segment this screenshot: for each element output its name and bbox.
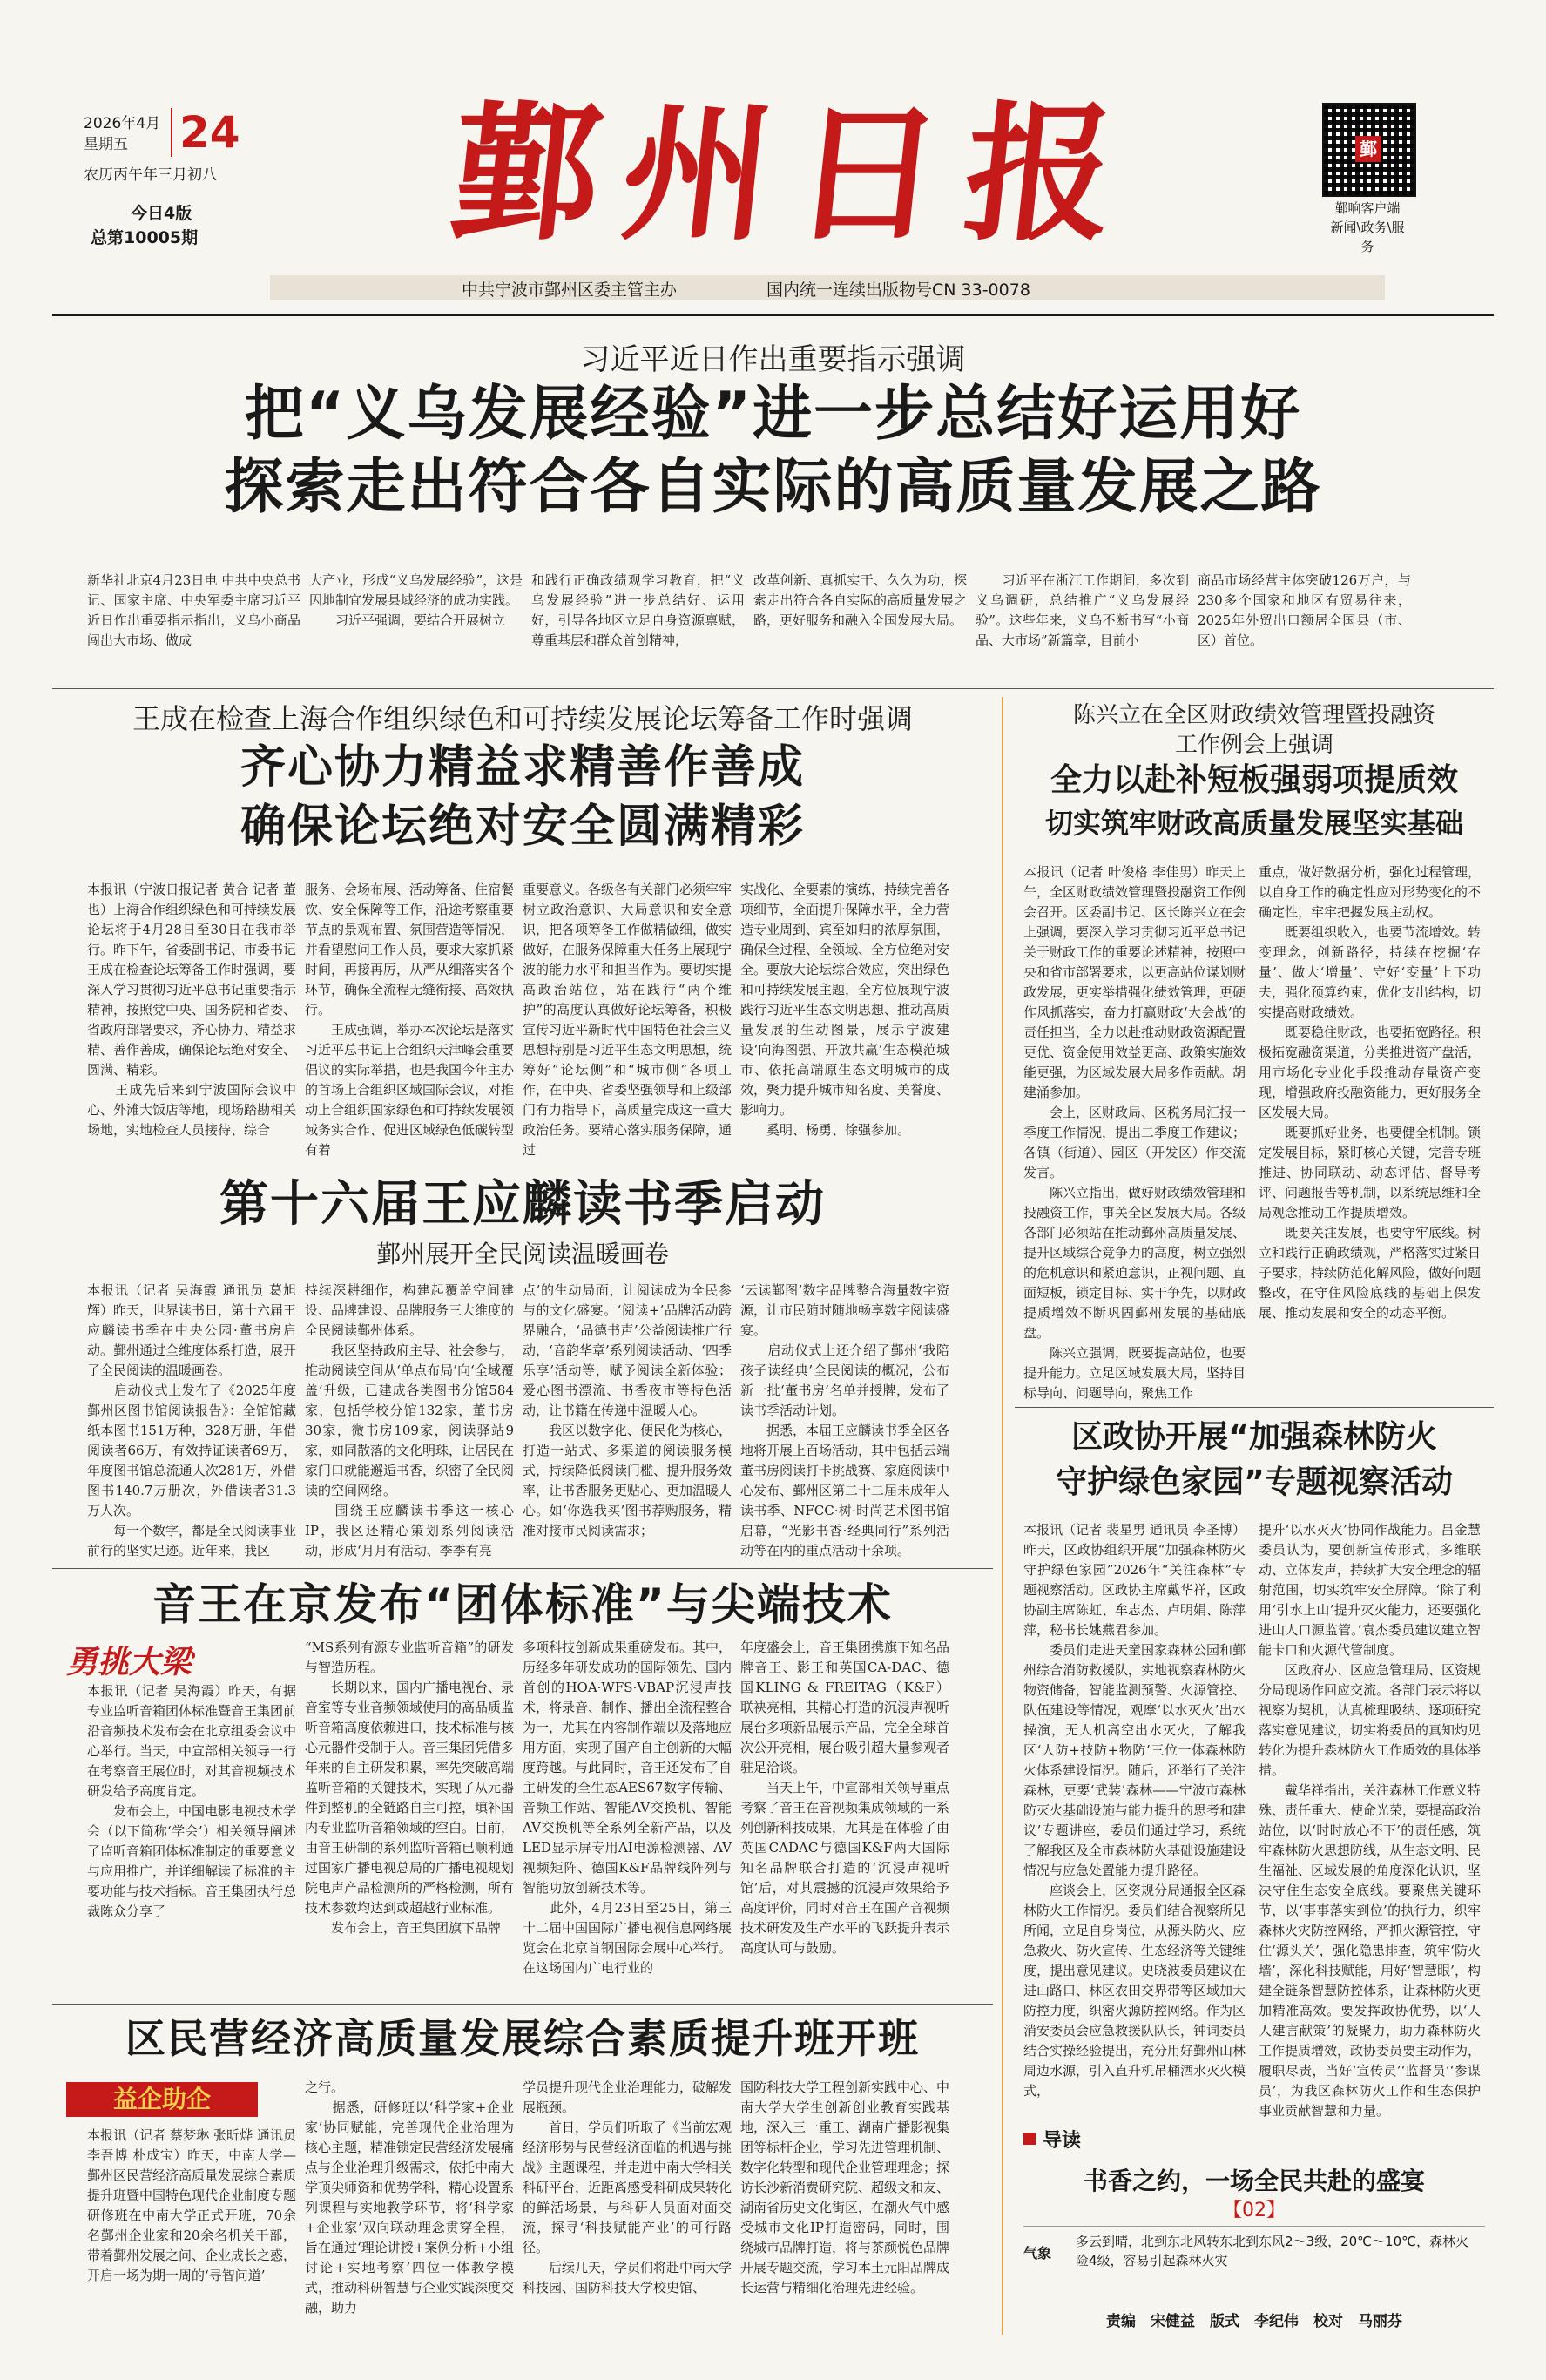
chen-title-2: 切实筑牢财政高质量发展坚实基础 [1044, 807, 1463, 840]
read-col-3: 点’的生动局面，让阅读成为全民参与的文化盛宴。‘阅读+’品牌活动跨界融合，‘品德书声’公益阅读推广行动，‘音韵华章’系列阅读活动、‘四季乐享’活动等，赋予阅读全新体验；爱心图书漂流、书香夜市等特色活动，让书籍在传递中温暖人心。 我区以数字化、便民化为核心，打造一站式、多渠道的阅读服务模式，持续降低阅读门槛、提升服务效率，让书香服务更贴心、更加温暖人心。如‘你选我买’图书荐购服务，精准对接市民阅读需求； [523, 1282, 732, 1538]
audio-col-2: “MS系列有源专业监听音箱”的研发与智造历程。 长期以来，国内广播电视台、录音室等专业音频领域使用的高品质监听音箱高度依赖进口，技术标准与核心元器件受制于人。音王集团凭借多年来的自主研发积累，率先突破高端监听音箱的关键技术，实现了从元器件到整机的全链路自主可控，填补国内专业监听音箱领域的空白。目前，由音王研制的系列监听音箱已顺利通过国家广播电视总局的广播电视规划院电声产品检测所的严格检测，所有技术参数均达到或超越行业标准。 发布会上，音王集团旗下品牌 [305, 1640, 515, 1936]
issue-number: 总第10005期 [91, 228, 199, 247]
chen-bottom-rule [1015, 1407, 1494, 1408]
qr-caption: 鄞响客户端 新闻\政务\服务 [1330, 200, 1405, 254]
audio-bottom-rule [52, 2004, 993, 2005]
weather-text: 多云到晴，北到东北风转东北到东风2～3级，20℃～10℃，森林火险4级，容易引起森林火灾 [1076, 2234, 1468, 2268]
lead-title-1: 把“义乌发展经验”进一步总结好运用好 [244, 380, 1302, 449]
sponsor-text: 中共宁波市鄞州区委主管主办 [462, 281, 678, 300]
issue-day: 24 [171, 108, 240, 157]
chen-kicker-2: 工作例会上强调 [1174, 732, 1333, 758]
wang-col-1: 本报讯（宁波日报记者 黄合 记者 董也）上海合作组织绿色和可持续发展论坛将于4月28日至30日在我市举行。昨下午，省委副书记、市委书记王成在检查论坛筹备工作时强调，要深入学习贯彻习近平总书记重要指示精神，按照党中央、国务院和省委、省政府部署要求，齐心协力、精益求精、善作善成，确保论坛绝对安全、圆满、精彩。 王成先后来到宁波国际会议中心、外滩大饭店等地，现场踏勘相关场地，实地检查人员接待、综合 [87, 882, 297, 1138]
read-title: 第十六届王应麟读书季启动 [219, 1176, 826, 1233]
lead-col-5: 习近平在浙江工作期间，多次到义乌调研，总结推广“义乌发展经验”。这些年来，义乌不断书写“小商品、大市场”新篇章，目前小 [976, 572, 1189, 648]
guide-box[interactable] [1023, 2126, 1485, 2221]
biz-col-3: 学员提升现代企业治理能力，破解发展瓶颈。 首日，学员们听取了《当前宏观经济形势与民营经济面临的机遇与挑战》主题课程，并走进中南大学相关科研平台，近距离感受科研成果转化的鲜活场景，与科研人员面对面交流，探寻‘科技赋能产业’的可行路径。 后续几天，学员们将赴中南大学科技园、国防科技大学校史馆、 [523, 2079, 732, 2295]
title-char-1: 鄞 [442, 86, 610, 261]
lead-col-3: 和践行正确政绩观学习教育，把“义乌发展经验”进一步总结好、运用好，引导各地区立足自身资源禀赋，尊重基层和群众首创精神， [531, 572, 745, 648]
guide-label: 导读 [1043, 2130, 1082, 2152]
wang-col-2: 服务、会场布展、活动筹备、住宿餐饮、安全保障等工作，沿途考察重要节点的景观布置、氛围营造等情况，并看望慰问工作人员，要求大家抓紧时间，再接再厉，从严从细落实各个环节，确保全流程无缝衔接、高效执行。 王成强调，举办本次论坛是落实习近平总书记上合组织天津峰会重要倡议的实际举措，也是我国今年主办的首场上合组织区域国际会议，对推动上合组织国家绿色和可持续发展领域务实合作、促进区域绿色低碳转型有着 [305, 882, 515, 1158]
read-col-4: ‘云读鄞图’数字品牌整合海量数字资源，让市民随时随地畅享数字阅读盛宴。 启动仪式上还介绍了鄞州‘我陪孩子读经典’全民阅读的概况，公布新一批‘董书房’名单并授牌，发布了读书季活动计划。 据悉，本届王应麟读书季全区各地将开展上百场活动，其中包括云端董书房阅读打卡挑战赛、家庭阅读中心发布、鄞州区第二十二届未成年人读书季、NFCC·树·时尚艺术图书馆启幕，“光影书香·经典同行”系列活动等在内的重点活动十余项。 [740, 1282, 950, 1558]
lead-col-2: 大产业，形成“义乌发展经验”，这是因地制宜发展县域经济的成功实践。 习近平强调，要结合开展树立 [309, 572, 523, 628]
audio-col-3: 多项科技创新成果重磅发布。其中，历经多年研发成功的国际领先、国内首创的HOA·WFS·VBAP沉浸声技术，将录音、制作、播出全流程整合为一，尤其在内容制作端以及落地应用方面，实现了国产自主创新的大幅度跨越。与此同时，音王还发布了自主研发的全生态AES67数字传输、音频工作站、智能AV交换机、智能AV交换机等全系列全新产品，以及LED显示屏专用AI电源检测器、AV视频矩阵、德国K&F品牌线阵列与智能功放创新技术等。 此外，4月23日至25日，第三十二届中国国际广播电视信息网络展览会在北京首钢国际会展中心举行。在这场国内广电行业的 [523, 1640, 732, 1976]
lead-kicker: 习近平近日作出重要指示强调 [580, 342, 966, 377]
masthead-rule [52, 314, 1494, 316]
read-col-1: 本报讯（记者 吴海霞 通讯员 葛旭辉）昨天，世界读书日，第十六届王应麟读书季在中央公园·董书房启动。鄞州通过全维度体系打造，展开了全民阅读的温暖画卷。 启动仪式上发布了《2025年度鄞州区图书馆阅读报告》：全馆馆藏纸本图书151万种，328万册，年借阅读者66万，有效持证读者69万，年度图书馆总流通人次281万，外借图书140.7万册次，外借读者31.3万人次。 每一个数字，都是全民阅读事业前行的坚实足迹。近年来，我区 [87, 1282, 297, 1558]
wang-col-3: 重要意义。各级各有关部门必须牢牢树立政治意识、大局意识和安全意识，把各项筹备工作做精做细，做实做好，在服务保障重大任务上展现宁波的能力水平和担当作为。要切实提高政治站位，站在践行“两个维护”的高度认真做好论坛筹备，积极宣传习近平新时代中国特色社会主义思想特别是习近平生态文明思想，统筹好“论坛侧”和“城市侧”各项工作，在中央、省委坚强领导和上级部门有力指导下，高质量完成这一重大政治任务。要精心落实服务保障，通过 [523, 882, 732, 1158]
audio-title: 音王在京发布“团体标准”与尖端技术 [152, 1579, 893, 1630]
lead-col-4: 改革创新、真抓实干、久久为功，探索走出符合各自实际的高质量发展之路，更好服务和融入全国发展大局。 [753, 572, 967, 628]
chen-kicker-1: 陈兴立在全区财政绩效管理暨投融资 [1072, 702, 1435, 728]
biz-badge: 益企助企 [66, 2082, 258, 2117]
forest-col-2: 提升‘以水灭火’协同作战能力。吕金慧委员认为，要创新宣传形式，多维联动、立体发声，持续扩大安全理念的辐射范围，切实筑牢安全屏障。‘除了利用‘引水上山’提升灭火能力，还要强化进山人口源监管。’袁杰委员建议建立智能卡口和火源代管制度。 区政府办、区应急管理局、区资规分局现场作回应交流。各部门表示将以视察为契机，认真梳理吸纳、逐项研究落实意见建议，切实将委员的真知灼见转化为提升森林防火工作质效的具体举措。 戴华祥指出，关注森林工作意义特殊、责任重大、使命光荣，要提高政治站位，以‘时时放心不下’的责任感，筑牢森林防火思想防线，从生态文明、民生福祉、区域发展的角度深化认识，坚决守住生态安全底线。要聚焦关键环节，以‘事事落实到位’的执行力，织牢森林火灾防控网络，严抓火源管控，守住‘源头关’，强化隐患排查，筑牢‘防火墙’，深化科技赋能，用好‘智慧眼’，构建全链条智慧防控体系，让森林防火更加精准高效。要发挥政协优势，以‘人人建言献策’的凝聚力，助力森林防火工作提质增效，政协委员要主动作为，履职尽责，当好‘宣传员’‘监督员’‘参谋员’，为我区森林防火工作和生态保护事业贡献智慧和力量。 [1259, 1522, 1482, 2119]
title-char-4: 报 [955, 86, 1123, 261]
title-char-2: 州 [613, 86, 780, 261]
biz-col-1: 本报讯（记者 蔡梦琳 张昕烨 通讯员 李吾博 朴成宝）昨天，中南大学—鄞州区民营经济高质量发展综合素质提升班暨中国特色现代企业制度专题研修班在中南大学正式开班，70余名鄞州企业家和20余名机关干部，带着鄞州发展之问、企业成长之惑，开启一场为期一周的‘寻智问道’ [87, 2127, 300, 2283]
biz-col-4: 国防科技大学工程创新实践中心、中南大学大学生创新创业教育实践基地，深入三一重工、湖南广播影视集团等标杆企业，学习先进管理机制、数字化转型和现代企业管理理念；探访长沙新消费研究院、超级文和友、湖南省历史文化街区，在潮火气中感受城市文化IP打造密码，同时，围绕城市品牌打造，将与茶颜悦色品牌开展专题交流，学习本土元阳品牌成长运营与精细化治理先进经验。 [740, 2079, 950, 2295]
read-bottom-rule [52, 1568, 993, 1569]
forest-col-1: 本报讯（记者 裴星男 通讯员 李圣博）昨天，区政协组织开展“加强森林防火 守护绿色家园”2026年“关注森林”专题视察活动。区政协主席戴华祥，区政协副主席陈虹、牟志杰、卢明娟、陈萍萍，秘书长姚燕君参加。 委员们走进天童国家森林公园和鄞州综合消防救援队，实地视察森林防火物资储备，智能监测预警、火源管控、队伍建设等情况，观摩‘以水灭火’出水操演，无人机高空出水灭火，了解我区‘人防+技防+物防’三位一体森林防火体系建设情况。随后，还举行了关注森林，更要‘武装’森林——宁波市森林防灭火基础设施与能力提升的思考和建议’专题讲座，委员们通过学习，系统了解我区及全市森林防火基础设施建设情况与应急处置能力提升路径。 座谈会上，区资规分局通报全区森林防火工作情况。委员们结合视察所见所闻，立足自身岗位，从源头防火、应急救火、防火宣传、生态经济等关键维度，提出意见建议。史晓波委员建议在进山路口、林区农田交界带等区域加大防控力度，织密火源防控网络。作为区消安委员会应急救援队队长，钟词委员结合实操经验提出，充分用好鄞州山林周边水源，引入直升机吊桶洒水灭火模式， [1023, 1522, 1246, 2099]
title-char-3: 日 [785, 86, 952, 261]
wang-title-2: 确保论坛绝对安全圆满精彩 [240, 801, 805, 853]
forest-title-1: 区政协开展“加强森林防火 [1071, 1419, 1437, 1455]
biz-title: 区民营经济高质量发展综合素质提升班开班 [125, 2015, 920, 2062]
wang-kicker: 王成在检查上海合作组织绿色和可持续发展论坛筹备工作时强调 [132, 702, 913, 735]
masthead [0, 0, 1546, 300]
staff-credits: 责编 宋健益 版式 李纪伟 校对 马丽芬 [1106, 2313, 1402, 2330]
audio-col-1: 本报讯（记者 吴海霞）昨天，有据专业监听音箱团体标准暨音王集团前沿音频技术发布会在北京组委会议中心举行。当天，中宣部相关领导一行在考察音王展位时，对其音视频技术研发给予高度肯定。 发布会上，中国电影电视技术学会（以下简称‘学会’）相关领导阐述了监听音箱团体标准制定的重要意义与应用推广，并详细解读了标准的主要功能与技术指标。音王集团执行总裁陈众分享了 [87, 1683, 297, 1919]
cn-number: 国内统一连续出版物号CN 33-0078 [766, 281, 1030, 300]
guide-title[interactable]: 书香之约，一场全民共赴的盛宴 [1083, 2167, 1425, 2195]
guide-marker-icon [1023, 2133, 1036, 2145]
newspaper-title [442, 78, 1123, 261]
qr-logo-badge: 鄞 [1355, 136, 1381, 162]
wang-col-4: 实战化、全要素的演练，持续完善各项细节，全面提升保障水平，全力营造专业周到、宾至如归的浓厚氛围，确保全过程、全领域、全方位绝对安全。要放大论坛综合效应，突出绿色和可持续发展主题，全方位展现宁波践行习近平生态文明思想、推动高质量发展的生动图景，展示宁波建设‘向海图强、开放共赢’生态模范城市、依托高端原生态文明城市的成效，聚力提升城市知名度、美誉度、影响力。 奚明、杨勇、徐强参加。 [740, 882, 950, 1138]
lead-title-2: 探索走出符合各自实际的高质量发展之路 [224, 453, 1322, 522]
chen-col-2: 重点，做好数据分析，强化过程管理，以自身工作的确定性应对形势变化的不确定性，牢牢把握发展主动权。 既要组织收入，也要节流增效。转变理念，创新路径，持续在挖掘‘存量’、做大‘增量’、守好‘变量’上下功夫，强化预算约束，优化支出结构，切实提高财政绩效。 既要稳住财政，也要拓宽路径。积极拓宽融资渠道，分类推进资产盘活，用市场化专业化手段推动存量资产变现，增强政府投融资能力，更好服务全区发展大局。 既要抓好业务，也要健全机制。锁定发展目标，紧盯核心关键，完善专班推进、协同联动、动态评估、督导考评、问题报告等机制，以系统思维和全局观念推动工作提质增效。 既要关注发展，也要守牢底线。树立和践行正确政绩观，严格落实过紧日子要求，持续防范化解风险，做好问题整改，在守住风险底线的基础上保发展、推动发展和安全的动态平衡。 [1259, 864, 1482, 1321]
audio-col-4: 年度盛会上，音王集团携旗下知名品牌音王、影王和英国CA-DAC、德国KLING & FREITAG（K&F）联袂亮相，其精心打造的沉浸声视听展台多项新品展示产品，完全全球首次公开亮相，展台吸引超大量参观者驻足洽谈。 当天上午，中宣部相关领导重点考察了音王在音视频集成领域的一系列创新科技成果，尤其是在体验了由英国CADAC与德国K&F两大国际知名品牌联合打造的‘沉浸声视听馆’后，对其震撼的沉浸声效果给予高度评价，同时对音王在国产音视频技术研发及生产水平的飞跃提升表示高度认可与鼓励。 [740, 1640, 950, 1956]
right-column-divider [1002, 697, 1003, 2335]
wang-title-1: 齐心协力精益求精善作善成 [240, 741, 805, 794]
weather-box [1023, 2226, 1485, 2279]
page-count: 今日4版 [131, 204, 192, 223]
guide-page[interactable]: 【02】 [1223, 2200, 1286, 2221]
forest-title-2: 守护绿色家园”专题视察活动 [1056, 1464, 1453, 1500]
lead-bottom-rule [52, 688, 1494, 689]
lead-col-1: 新华社北京4月23日电 中共中央总书记、国家主席、中央军委主席习近平近日作出重要指示指出，义乌小商品闯出大市场、做成 [87, 572, 300, 648]
weather-label: 气象 [1023, 2245, 1052, 2262]
read-col-2: 持续深耕细作，构建起覆盖空间建设、品牌建设、品牌服务三大维度的全民阅读鄞州体系。 我区坚持政府主导、社会参与，推动阅读空间从‘单点布局’向‘全域覆盖’升级，已建成各类图书分馆584家，包括学校分馆132家，董书房30家，微书房109家，阅读驿站9家，如同散落的文化明珠，让居民在家门口就能邂逅书香，织密了全民阅读的空间网络。 围绕王应麟读书季这一核心IP，我区还精心策划系列阅读活动，形成‘月月有活动、季季有亮 [305, 1282, 515, 1558]
lunar-date: 农历丙午年三月初八 [84, 166, 217, 184]
chen-col-1: 本报讯（记者 叶俊格 李佳男）昨天上午，全区财政绩效管理暨投融资工作例会召开。区委副书记、区长陈兴立在会上强调，要深入学习贯彻习近平总书记关于财政工作的重要论述精神，按照中央和省市部署要求，以更高站位谋划财政发展，更实举措强化绩效管理，更硬作风抓落实，奋力打赢财政‘大会战’的责任担当，全力以赴推动财政资源配置更优、资金使用效益更高、政策实施效能更强，为区域发展大局多作贡献。胡建涌参加。 会上，区财政局、区税务局汇报一季度工作情况，提出二季度工作建议；各镇（街道）、园区（开发区）作交流发言。 陈兴立指出，做好财政绩效管理和投融资工作，事关全区发展大局。各级各部门必须站在推动鄞州高质量发展、提升区域综合竞争力的高度，树立强烈的危机意识和紧迫意识，正视问题、直面短板，锁定目标、实干争先，以财政提质增效不断巩固鄞州发展的基础底盘。 陈兴立强调，既要提高站位，也要提升能力。立足区域发展大局，坚持目标导向、问题导向，聚焦工作 [1023, 864, 1246, 1401]
biz-col-2: 之行。 据悉，研修班以‘科学家+企业家’协同赋能，完善现代企业治理为核心主题，精准锁定民营经济发展痛点与企业治理升级需求，依托中南大学顶尖师资和优势学科，精心设置系列课程与实地教学环节，将‘科学家+企业家’双向联动理念贯穿全程，旨在通过‘理论讲授+案例分析+小组讨论+实地考察’四位一体教学模式，推动科研智慧与企业实践深度交融，助力 [305, 2079, 515, 2316]
audio-badge: 勇挑大梁 [66, 1645, 192, 1680]
qr-code[interactable] [1322, 103, 1416, 197]
chen-title-1: 全力以赴补短板强弱项提质效 [1050, 762, 1458, 798]
read-subtitle: 鄞州展开全民阅读温暖画卷 [375, 1240, 669, 1268]
lead-col-6: 商品市场经营主体突破126万户，与230多个国家和地区有贸易往来，2025年外贸出口额居全国县（市、区）首位。 [1198, 572, 1411, 648]
issue-date: 2026年4月 星期五 [84, 115, 161, 153]
